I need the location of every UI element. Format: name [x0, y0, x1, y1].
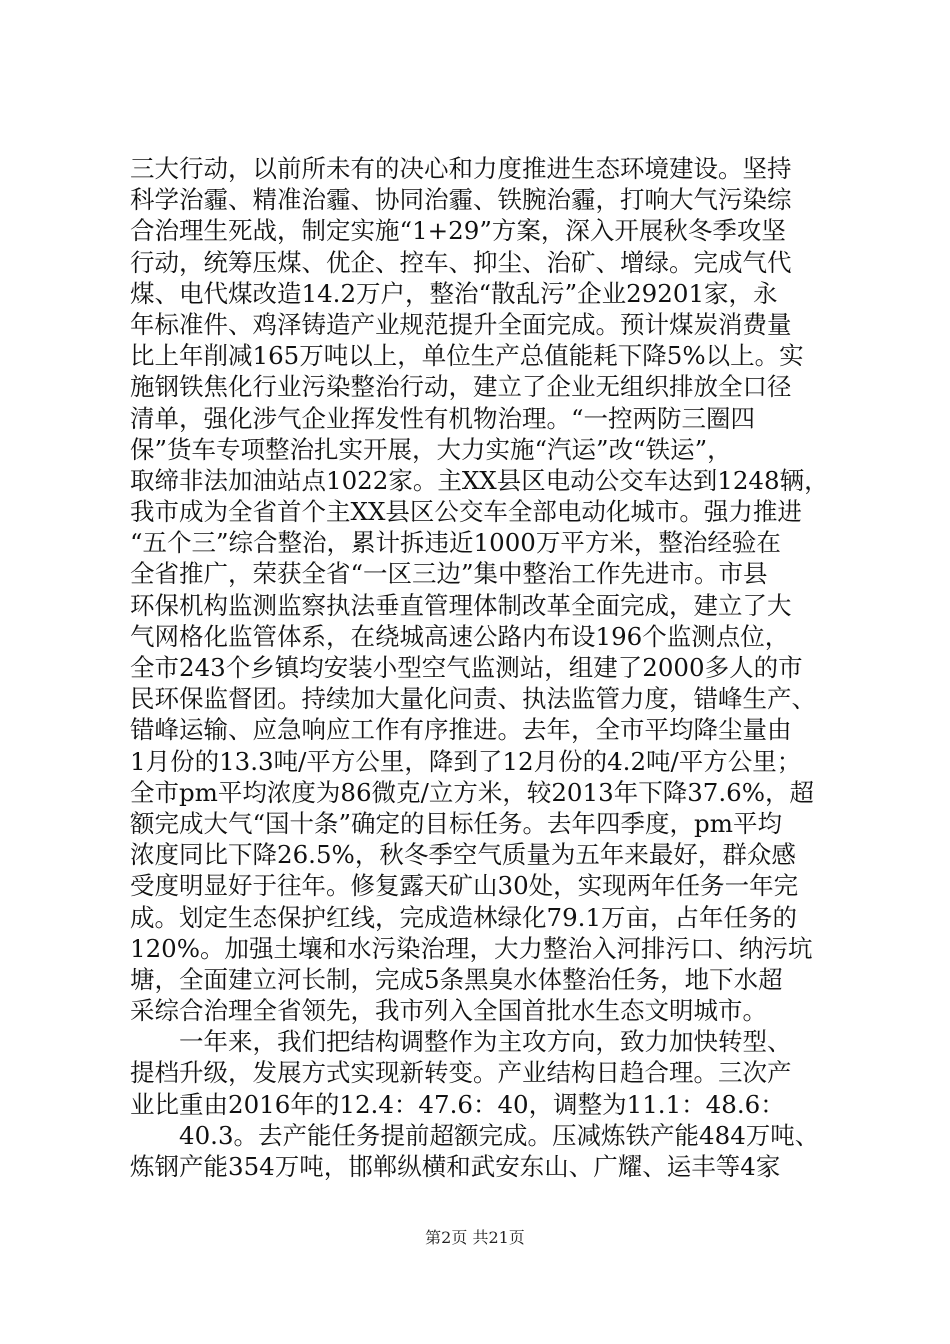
text-line: 120%。加强土壤和水污染治理，大力整治入河排污口、纳污坑 [130, 933, 813, 963]
text-line: 环保机构监测监察执法垂直管理体制改革全面完成，建立了大 [130, 590, 792, 620]
body-text [130, 153, 830, 1182]
text-line: 提档升级，发展方式实现新转变。产业结构日趋合理。三次产 [130, 1058, 792, 1088]
text-line: 合治理生死战，制定实施“1+29”方案，深入开展秋冬季攻坚 [130, 216, 786, 246]
text-line: 1月份的13.3吨/平方公里，降到了12月份的4.2吨/平方公里； [130, 746, 802, 776]
text-line: 施钢铁焦化行业污染整治行动，建立了企业无组织排放全口径 [130, 372, 792, 402]
text-line: “五个三”综合整治，累计拆违近1000万平方米，整治经验在 [130, 528, 781, 558]
text-line: 气网格化监管体系，在绕城高速公路内布设196个监测点位， [130, 621, 790, 651]
text-line: 年标准件、鸡泽铸造产业规范提升全面完成。预计煤炭消费量 [130, 309, 792, 339]
text-line: 采综合治理全省领先，我市列入全国首批水生态文明城市。 [130, 996, 767, 1026]
text-line: 保”货车专项整治扎实开展，大力实施“汽运”改“铁运”， [130, 434, 732, 464]
text-line: 炼钢产能354万吨，邯郸纵横和武安东山、广耀、运丰等4家 [130, 1152, 781, 1181]
text-line: 全市pm平均浓度为86微克/立方米，较2013年下降37.6%，超 [130, 777, 815, 807]
text-line: 受度明显好于往年。修复露天矿山30处，实现两年任务一年完 [130, 871, 799, 901]
paragraph-start-line: 40.3。去产能任务提前超额完成。压减炼铁产能484万吨、 [179, 1120, 820, 1150]
text-line: 全省推广，荣获全省“一区三边”集中整治工作先进市。市县 [130, 559, 768, 589]
text-line: 全市243个乡镇均安装小型空气监测站，组建了2000多人的市 [130, 653, 803, 682]
text-line: 三大行动，以前所未有的决心和力度推进生态环境建设。坚持 [130, 154, 792, 183]
text-line: 成。划定生态保护红线，完成造林绿化79.1万亩，占年任务的 [130, 902, 798, 932]
text-line: 比上年削减165万吨以上，单位生产总值能耗下降5%以上。实 [130, 341, 804, 371]
text-line: 科学治霾、精准治霾、协同治霾、铁腕治霾，打响大气污染综 [130, 185, 792, 215]
text-line: 我市成为全省首个主XX县区公交车全部电动化城市。强力推进 [130, 497, 802, 527]
text-line: 清单，强化涉气企业挥发性有机物治理。“一控两防三圈四 [130, 403, 756, 433]
text-line: 取缔非法加油站点1022家。主XX县区电动公交车达到1248辆， [130, 465, 829, 495]
text-line: 浓度同比下降26.5%，秋冬季空气质量为五年来最好，群众感 [130, 840, 796, 870]
text-line: 错峰运输、应急响应工作有序推进。去年，全市平均降尘量由 [130, 715, 792, 745]
text-line: 业比重由2016年的12.4：47.6：40，调整为11.1：48.6： [130, 1089, 785, 1119]
text-line: 额完成大气“国十条”确定的目标任务。去年四季度，pm平均 [130, 808, 782, 838]
text-line: 煤、电代煤改造14.2万户，整治“散乱污”企业29201家，永 [130, 278, 778, 308]
text-line: 行动，统筹压煤、优企、控车、抑尘、治矿、增绿。完成气代 [130, 247, 792, 277]
page-footer: 第2页 共21页 [425, 1228, 525, 1247]
text-line: 民环保监督团。持续加大量化问责、执法监管力度，错峰生产、 [130, 684, 816, 714]
text-line: 塘，全面建立河长制，完成5条黑臭水体整治任务，地下水超 [130, 964, 783, 994]
paragraph-start-line: 一年来，我们把结构调整作为主攻方向，致力加快转型、 [179, 1027, 792, 1057]
